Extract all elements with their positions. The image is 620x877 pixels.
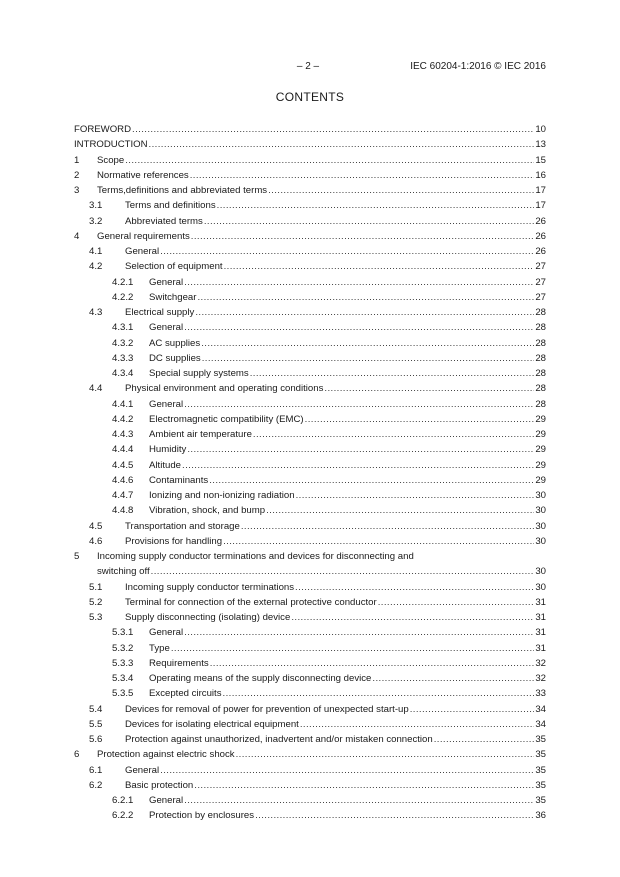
toc-entry-line [125, 381, 546, 396]
toc-entry-line [125, 763, 546, 778]
toc-entry-number: 4 [74, 230, 80, 242]
toc-entry[interactable] [74, 275, 546, 290]
dot-leader [149, 137, 535, 152]
toc-entry-line [97, 229, 546, 244]
toc-entry-number: 4.3.1 [112, 322, 134, 334]
toc-entry-title: Devices for removal of power for prevention of unexpected start-up [125, 703, 409, 715]
toc-entry-title: Abbreviated terms [125, 215, 203, 227]
dot-leader [268, 183, 534, 198]
toc-entry-line [149, 641, 546, 656]
toc-entry-line [149, 351, 546, 366]
toc-entry-title: Devices for isolating electrical equipment [125, 718, 299, 730]
toc-entry[interactable] [74, 351, 546, 366]
toc-entry-number: 2 [74, 169, 80, 181]
toc-entry[interactable] [74, 519, 546, 534]
dot-leader [191, 229, 535, 244]
toc-entry-number: 6.2 [89, 779, 103, 791]
toc-entry-page: 32 [535, 673, 546, 684]
toc-entry[interactable] [74, 229, 546, 244]
toc-entry[interactable] [74, 305, 546, 320]
toc-entry-title: Type [149, 642, 170, 654]
toc-entry-title: General [125, 246, 160, 257]
toc-entry[interactable] [74, 580, 546, 595]
toc-entry-number: 4.2.1 [112, 276, 134, 288]
toc-entry-title: General [149, 627, 184, 639]
dot-leader [204, 214, 534, 229]
toc-entry-number: 4.4.6 [112, 474, 134, 486]
toc-entry[interactable] [74, 793, 546, 808]
toc-entry-title: Special supply systems [149, 368, 249, 379]
toc-entry-page: 13 [535, 139, 546, 151]
toc-entry-page: 30 [535, 566, 546, 578]
toc-entry-page: 30 [535, 505, 546, 517]
toc-entry-number: 4.3.3 [112, 352, 134, 364]
toc-entry-line [149, 320, 546, 335]
toc-entry-title: Electromagnetic compatibility (EMC) [149, 413, 304, 425]
toc-entry-number: 3 [74, 185, 80, 196]
toc-entry-page: 29 [535, 444, 546, 456]
toc-entry[interactable] [74, 488, 546, 503]
toc-entry[interactable] [74, 671, 546, 686]
toc-entry-title: Protection against unauthorized, inadvertent and/or mistaken connection [125, 734, 433, 745]
toc-entry-number: 5.2 [89, 596, 103, 608]
toc-entry-number: 6.1 [89, 764, 103, 776]
toc-entry-page: 30 [535, 535, 546, 547]
toc-entry-page: 34 [535, 703, 546, 715]
toc-entry-number: 5.5 [89, 718, 103, 730]
toc-entry-line [149, 793, 546, 808]
dot-leader [378, 595, 535, 610]
toc-entry-title: Requirements [149, 657, 209, 669]
toc-entry[interactable] [74, 412, 546, 427]
toc-entry-number: 4.4 [89, 383, 103, 395]
toc-entry-line [97, 564, 546, 579]
toc-entry-page: 30 [535, 490, 546, 501]
toc-entry[interactable] [74, 397, 546, 412]
dot-leader [210, 656, 535, 671]
toc-entry-line [149, 503, 546, 518]
toc-entry-number: 4.1 [89, 246, 103, 257]
toc-entry-line [149, 808, 546, 823]
dot-leader [255, 808, 534, 823]
toc-entry[interactable] [74, 214, 546, 229]
toc-entry[interactable] [74, 747, 546, 762]
dot-leader [223, 534, 534, 549]
dot-leader [250, 366, 535, 381]
toc-entry-line [125, 580, 546, 595]
toc-entry-title: FOREWORD [74, 124, 132, 135]
toc-entry-line [149, 275, 546, 290]
toc-entry[interactable] [74, 610, 546, 625]
toc-entry[interactable] [74, 290, 546, 305]
toc-entry-title: Scope [97, 154, 125, 166]
toc-entry[interactable] [74, 244, 546, 259]
toc-entry-title: Operating means of the supply disconnecting device [149, 673, 372, 684]
toc-entry-number: 4.2 [89, 261, 103, 273]
toc-entry-title: Terminal for connection of the external protective conductor [125, 596, 377, 608]
toc-entry-number: 4.3 [89, 307, 103, 318]
toc-entry-page: 15 [535, 154, 546, 166]
toc-entry-page: 31 [535, 627, 546, 639]
dot-leader [171, 641, 535, 656]
toc-entry-page: 17 [535, 185, 546, 196]
toc-entry[interactable] [74, 381, 546, 396]
toc-entry[interactable] [74, 686, 546, 701]
toc-entry[interactable] [74, 625, 546, 640]
toc-entry-number: 4.4.1 [112, 398, 134, 410]
toc-entry-line [97, 747, 546, 762]
toc-entry-line [97, 168, 546, 183]
toc-entry-page: 10 [535, 124, 546, 135]
dot-leader [184, 625, 534, 640]
toc-entry-page: 32 [535, 657, 546, 669]
dot-leader [372, 671, 534, 686]
toc-entry-title: AC supplies [149, 337, 201, 349]
toc-entry-page: 35 [535, 734, 546, 745]
toc-entry[interactable] [74, 183, 546, 198]
toc-entry-title: Incoming supply conductor terminations [125, 581, 295, 593]
toc-entry-page: 26 [535, 246, 546, 257]
toc-entry-title: Terms,definitions and abbreviated terms [97, 185, 268, 196]
toc-entry-number: 5.3.2 [112, 642, 134, 654]
toc-entry-line [125, 259, 546, 274]
toc-entry-line [125, 198, 546, 213]
toc-entry-page: 16 [535, 169, 546, 181]
toc-entry-line [149, 336, 546, 351]
toc-entry-line [125, 214, 546, 229]
toc-entry-title: Provisions for handling [125, 535, 223, 547]
toc-entry[interactable] [74, 137, 546, 152]
toc-entry-title: switching off [97, 566, 150, 578]
toc-entry-number: 4.4.2 [112, 413, 134, 425]
toc-entry-number: 4.4.3 [112, 429, 134, 440]
toc-entry-title: General requirements [97, 230, 190, 242]
dot-leader [434, 732, 535, 747]
toc-entry-number: 5.3.4 [112, 673, 134, 684]
dot-leader [324, 381, 534, 396]
dot-leader [410, 702, 535, 717]
toc-entry-number: 6.2.1 [112, 795, 134, 806]
toc-entry-line [74, 137, 546, 152]
toc-entry-number: 4.4.4 [112, 444, 134, 456]
dot-leader [209, 473, 534, 488]
toc-entry-number: 3.2 [89, 215, 103, 227]
toc-entry-title: Altitude [149, 459, 181, 471]
toc-entry-title: Selection of equipment [125, 261, 223, 273]
toc-entry[interactable] [74, 656, 546, 671]
toc-entry[interactable] [74, 702, 546, 717]
toc-entry-number: 4.3.2 [112, 337, 134, 349]
toc-entry-title: Supply disconnecting (isolating) device [125, 612, 291, 623]
standard-reference: IEC 60204-1:2016 © IEC 2016 [410, 61, 546, 72]
dot-leader [182, 458, 534, 473]
toc-entry-page: 28 [535, 398, 546, 410]
toc-entry-page: 26 [535, 230, 546, 242]
dot-leader [194, 778, 534, 793]
toc-entry[interactable] [74, 442, 546, 457]
toc-entry-title: General [149, 276, 184, 288]
toc-entry-line [125, 595, 546, 610]
toc-entry[interactable] [74, 336, 546, 351]
toc-entry-page: 29 [535, 459, 546, 471]
toc-entry-line [125, 610, 546, 625]
toc-entry[interactable] [74, 320, 546, 335]
toc-entry[interactable] [74, 503, 546, 518]
dot-leader [236, 747, 535, 762]
toc-entry-line [125, 717, 546, 732]
toc-entry-line [149, 442, 546, 457]
dot-leader [224, 259, 535, 274]
dot-leader [202, 351, 535, 366]
toc-entry-page: 28 [535, 337, 546, 349]
toc-entry-number: 4.6 [89, 535, 103, 547]
toc-entry-title: Physical environment and operating conditions [125, 383, 324, 395]
toc-entry-page: 30 [535, 520, 546, 532]
toc-entry-page: 17 [535, 200, 546, 212]
dot-leader [184, 320, 534, 335]
toc-entry-page: 27 [535, 276, 546, 288]
toc-entry-page: 35 [535, 779, 546, 791]
toc-entry-title: INTRODUCTION [74, 139, 148, 151]
toc-entry-page: 35 [535, 749, 546, 761]
toc-entry-number: 5.3.1 [112, 627, 134, 639]
toc-entry-line [74, 122, 546, 137]
dot-leader [160, 244, 534, 259]
toc-entry-title: General [149, 398, 184, 410]
toc-entry[interactable] [74, 641, 546, 656]
toc-entry-number: 6.2.2 [112, 810, 134, 822]
toc-entry-title: Normative references [97, 169, 189, 181]
toc-entry-title: Protection against electric shock [97, 749, 235, 761]
dot-leader [197, 290, 534, 305]
dot-leader [266, 503, 534, 518]
toc-entry-number: 5.6 [89, 734, 103, 745]
toc-entry-number: 4.2.2 [112, 291, 134, 303]
toc-entry-number: 4.4.8 [112, 505, 134, 517]
toc-entry-number: 4.5 [89, 520, 103, 532]
toc-entry-title: Electrical supply [125, 307, 195, 318]
toc-entry-page: 29 [535, 429, 546, 440]
toc-entry-number: 6 [74, 749, 80, 761]
toc-entry[interactable] [74, 732, 546, 747]
toc-entry-page: 33 [535, 688, 546, 700]
dot-leader [132, 122, 534, 137]
toc-entry[interactable] [74, 473, 546, 488]
toc-entry-number: 4.3.4 [112, 368, 134, 379]
toc-entry-line [149, 671, 546, 686]
toc-entry-page: 31 [535, 612, 546, 623]
toc-entry-line [149, 488, 546, 503]
toc-entry-line [149, 473, 546, 488]
toc-entry-line [149, 366, 546, 381]
toc-entry-page: 36 [535, 810, 546, 822]
toc-entry-page: 26 [535, 215, 546, 227]
toc-entry[interactable] [74, 808, 546, 823]
toc-entry-number: 5.3 [89, 612, 103, 623]
toc-entry-title: Protection by enclosures [149, 810, 255, 822]
toc-entry-line [149, 412, 546, 427]
toc-entry-line [125, 702, 546, 717]
dot-leader [190, 168, 535, 183]
toc-entry[interactable] [74, 198, 546, 213]
toc-entry-title: DC supplies [149, 352, 201, 364]
toc-entry-page: 27 [535, 291, 546, 303]
toc-entry-line [97, 153, 546, 168]
toc-entry-page: 27 [535, 261, 546, 273]
toc-entry-title: Ionizing and non-ionizing radiation [149, 490, 295, 501]
toc-entry-page: 31 [535, 596, 546, 608]
toc-entry-title: General [125, 764, 160, 776]
dot-leader [217, 198, 535, 213]
dot-leader [184, 397, 534, 412]
toc-entry-line [125, 305, 546, 320]
toc-entry-line [149, 397, 546, 412]
toc-entry[interactable] [74, 549, 546, 580]
toc-entry[interactable] [74, 458, 546, 473]
toc-entry-page: 30 [535, 581, 546, 593]
toc-entry-line [97, 183, 546, 198]
toc-entry-page: 31 [535, 642, 546, 654]
toc-entry-line [125, 778, 546, 793]
toc-entry-title: Transportation and storage [125, 520, 240, 532]
dot-leader [187, 442, 534, 457]
toc-entry-line [125, 244, 546, 259]
dot-leader [253, 427, 534, 442]
toc-entry-page: 28 [535, 368, 546, 379]
toc-entry-title: General [149, 795, 184, 806]
dot-leader [300, 717, 534, 732]
toc-entry-line [149, 625, 546, 640]
toc-entry-number: 5.3.3 [112, 657, 134, 669]
dot-leader [295, 580, 534, 595]
toc-entry[interactable] [74, 168, 546, 183]
toc-entry-page: 28 [535, 383, 546, 395]
toc-entry-line [149, 290, 546, 305]
toc-entry[interactable] [74, 595, 546, 610]
dot-leader [241, 519, 534, 534]
dot-leader [305, 412, 535, 427]
dot-leader [151, 564, 535, 579]
dot-leader [201, 336, 534, 351]
toc-entry-title-line1: Incoming supply conductor terminations and devices for disconnecting and [97, 551, 414, 562]
toc-entry-line [125, 732, 546, 747]
dot-leader [296, 488, 535, 503]
toc-entry[interactable] [74, 778, 546, 793]
toc-entry-number: 4.4.5 [112, 459, 134, 471]
contents-heading: CONTENTS [275, 90, 345, 104]
dot-leader [125, 153, 534, 168]
toc-entry-line [149, 686, 546, 701]
toc-entry-number: 5.3.5 [112, 688, 134, 700]
toc-entry-page: 28 [535, 307, 546, 318]
toc-entry-page: 29 [535, 474, 546, 486]
toc-entry-title: Contaminants [149, 474, 209, 486]
toc-entry-line [149, 458, 546, 473]
toc-entry-number: 5.4 [89, 703, 103, 715]
toc-entry[interactable] [74, 763, 546, 778]
toc-entry[interactable] [74, 366, 546, 381]
toc-entry-page: 28 [535, 322, 546, 334]
toc-entry-title: Excepted circuits [149, 688, 222, 700]
dot-leader [184, 275, 534, 290]
toc-entry[interactable] [74, 153, 546, 168]
toc-entry-title: Vibration, shock, and bump [149, 505, 266, 517]
toc-entry-title: Switchgear [149, 291, 197, 303]
toc-entry-number: 5.1 [89, 581, 103, 593]
toc-entry-page: 28 [535, 352, 546, 364]
toc-entry[interactable] [74, 427, 546, 442]
toc-entry-line [149, 427, 546, 442]
toc-entry-number: 3.1 [89, 200, 103, 212]
toc-entry[interactable] [74, 717, 546, 732]
toc-entry[interactable] [74, 534, 546, 549]
toc-entry-title: Humidity [149, 444, 187, 456]
toc-entry-number: 1 [74, 154, 80, 166]
toc-entry-page: 35 [535, 764, 546, 776]
toc-entry-line [125, 534, 546, 549]
toc-entry-number: 4.4.7 [112, 490, 134, 501]
toc-entry-title: Ambient air temperature [149, 429, 252, 440]
toc-entry-page: 34 [535, 718, 546, 730]
page-number: – 2 – [296, 61, 320, 72]
toc-entry-title: General [149, 322, 184, 334]
toc-entry-page: 29 [535, 413, 546, 425]
toc-entry-line [125, 519, 546, 534]
toc-entry-line [149, 656, 546, 671]
dot-leader [223, 686, 535, 701]
toc-entry-page: 35 [535, 795, 546, 806]
dot-leader [184, 793, 534, 808]
toc-entry-title: Terms and definitions [125, 200, 216, 212]
table-of-contents [74, 122, 546, 824]
toc-entry-title: Basic protection [125, 779, 194, 791]
toc-entry[interactable] [74, 259, 546, 274]
dot-leader [160, 763, 534, 778]
toc-entry-number: 5 [74, 551, 80, 562]
dot-leader [195, 305, 534, 320]
toc-entry[interactable] [74, 122, 546, 137]
dot-leader [291, 610, 534, 625]
